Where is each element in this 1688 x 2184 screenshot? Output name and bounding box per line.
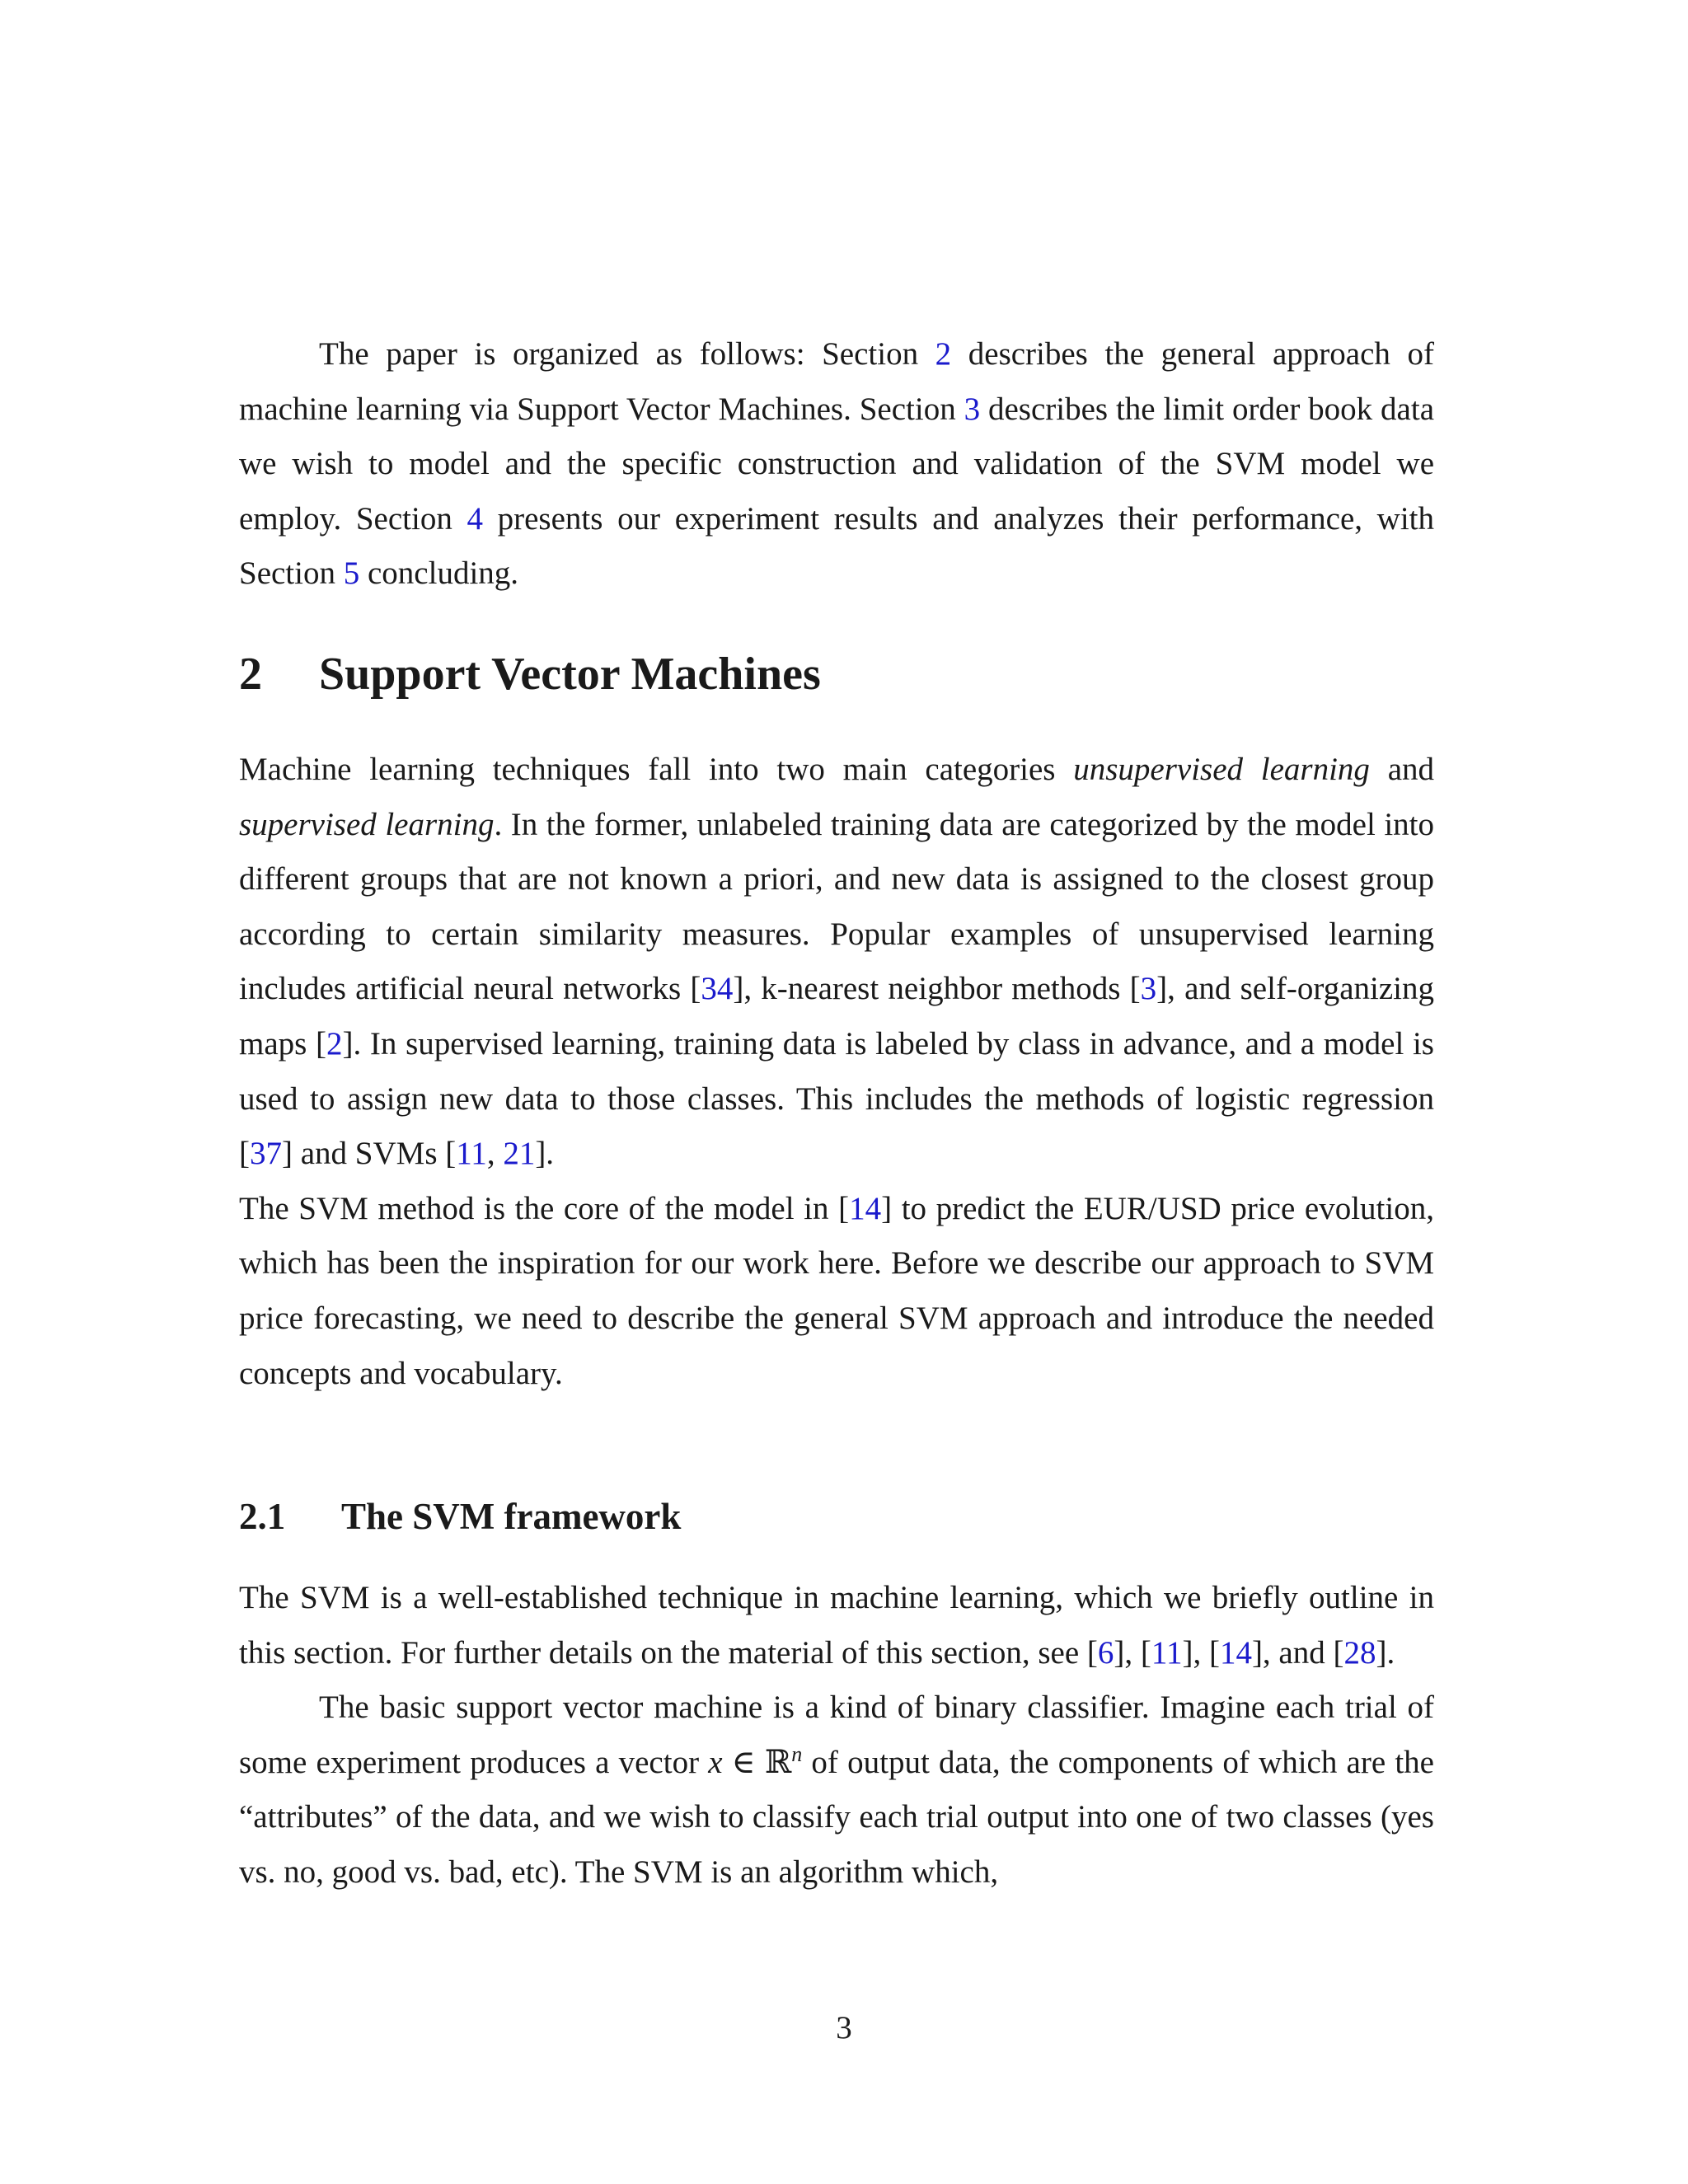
subsection-2-1-paragraph-2	[239, 1680, 1434, 1900]
text-run: ] and SVMs [	[282, 1136, 457, 1172]
section-2-paragraph-2	[239, 1182, 1434, 1401]
text-run: ], [	[1114, 1634, 1151, 1671]
text-run: ], k-nearest neighbor methods [	[733, 971, 1141, 1007]
text-run: describes the limit order book data we wish to model and the specific construction and validation of the SVM model we employ. Section	[239, 391, 1435, 537]
section-number: 2	[239, 649, 262, 700]
text-run: ,	[486, 1136, 504, 1172]
subsection-2-1-body	[239, 1571, 1434, 1900]
section-4-link[interactable]: 4	[467, 500, 483, 537]
citation-link[interactable]: 3	[1140, 971, 1157, 1007]
section-2-link[interactable]: 2	[935, 336, 952, 372]
text-run: ] to predict the EUR/USD price evolution, which has been the inspiration for our work here. Before we describe our approach to SVM price forecasting, we need to describe the general SVM approach and introduce the needed concepts and vocabulary.	[239, 1190, 1434, 1391]
text-run: of output data, the components of which are the “attributes” of the data, and we wish to classify each trial output into one of two classes (yes vs. no, good vs. bad, etc). The SVM is an algorithm which,	[239, 1744, 1434, 1890]
page-number: 3	[836, 2010, 852, 2046]
math-symbol: ∈ ℝ	[722, 1744, 792, 1780]
text-run: The SVM method is the core of the model in [	[239, 1190, 850, 1226]
citation-link[interactable]: 6	[1097, 1634, 1114, 1671]
text-run: The paper is organized as follows: Section	[319, 336, 935, 372]
text-run: The SVM is a well-established technique in machine learning, which we briefly outline in this section. For further details on the material of this section, see [	[239, 1580, 1434, 1671]
text-run: describes the general approach of machine learning via Support Vector Machines. Section	[239, 336, 1434, 427]
citation-link[interactable]: 37	[250, 1136, 282, 1172]
citation-link[interactable]: 11	[1151, 1634, 1183, 1671]
section-5-link[interactable]: 5	[343, 555, 360, 592]
text-run: and	[1369, 752, 1434, 787]
text-run: concluding.	[359, 555, 519, 592]
intro-block	[239, 327, 1434, 602]
text-run: ].	[1376, 1634, 1395, 1671]
citation-link[interactable]: 34	[701, 971, 734, 1007]
citation-link[interactable]: 14	[849, 1190, 882, 1226]
citation-link[interactable]: 28	[1343, 1634, 1376, 1671]
section-2-heading	[239, 644, 821, 704]
section-2-paragraph-1	[239, 743, 1434, 1182]
text-run: ].	[535, 1136, 555, 1172]
subsection-title: The SVM framework	[341, 1496, 682, 1537]
text-run: ]. In supervised learning, training data is labeled by class in advance, and a model is used to assign new data to those classes. This includes the methods of logistic regression [	[239, 1025, 1434, 1172]
subsection-2-1-heading	[239, 1492, 681, 1541]
text-run: ], and [	[1251, 1634, 1344, 1671]
section-2-body	[239, 743, 1434, 1401]
text-run: Machine learning techniques fall into two main categories	[239, 752, 1074, 787]
section-title: Support Vector Machines	[319, 649, 821, 700]
emphasis-text: unsupervised learning	[1073, 752, 1370, 787]
citation-link[interactable]: 2	[326, 1025, 343, 1062]
intro-paragraph	[239, 327, 1434, 602]
text-run: . In the former, unlabeled training data are categorized by the model into different groups that are not known a priori, and new data is assigned to the closest group according to certain similarity measures. Popular examples of unsupervised learning includes artificial neural networks [	[239, 806, 1434, 1007]
text-run: The basic support vector machine is a kind of binary classifier. Imagine each trial of some experiment produces a vector	[239, 1690, 1434, 1780]
text-run: ], [	[1182, 1634, 1220, 1671]
emphasis-text: supervised learning	[239, 806, 495, 842]
citation-link[interactable]: 14	[1219, 1634, 1252, 1671]
text-run: ], and self-organizing maps [	[239, 971, 1434, 1062]
citation-link[interactable]: 21	[503, 1136, 536, 1172]
text-run: presents our experiment results and analyzes their performance, with Section	[239, 500, 1434, 592]
subsection-2-1-paragraph-1	[239, 1571, 1434, 1680]
math-variable: x	[708, 1744, 723, 1780]
citation-link[interactable]: 11	[456, 1136, 487, 1172]
math-exponent: n	[791, 1741, 803, 1766]
subsection-number: 2.1	[239, 1496, 286, 1537]
section-3-link[interactable]: 3	[964, 391, 981, 427]
